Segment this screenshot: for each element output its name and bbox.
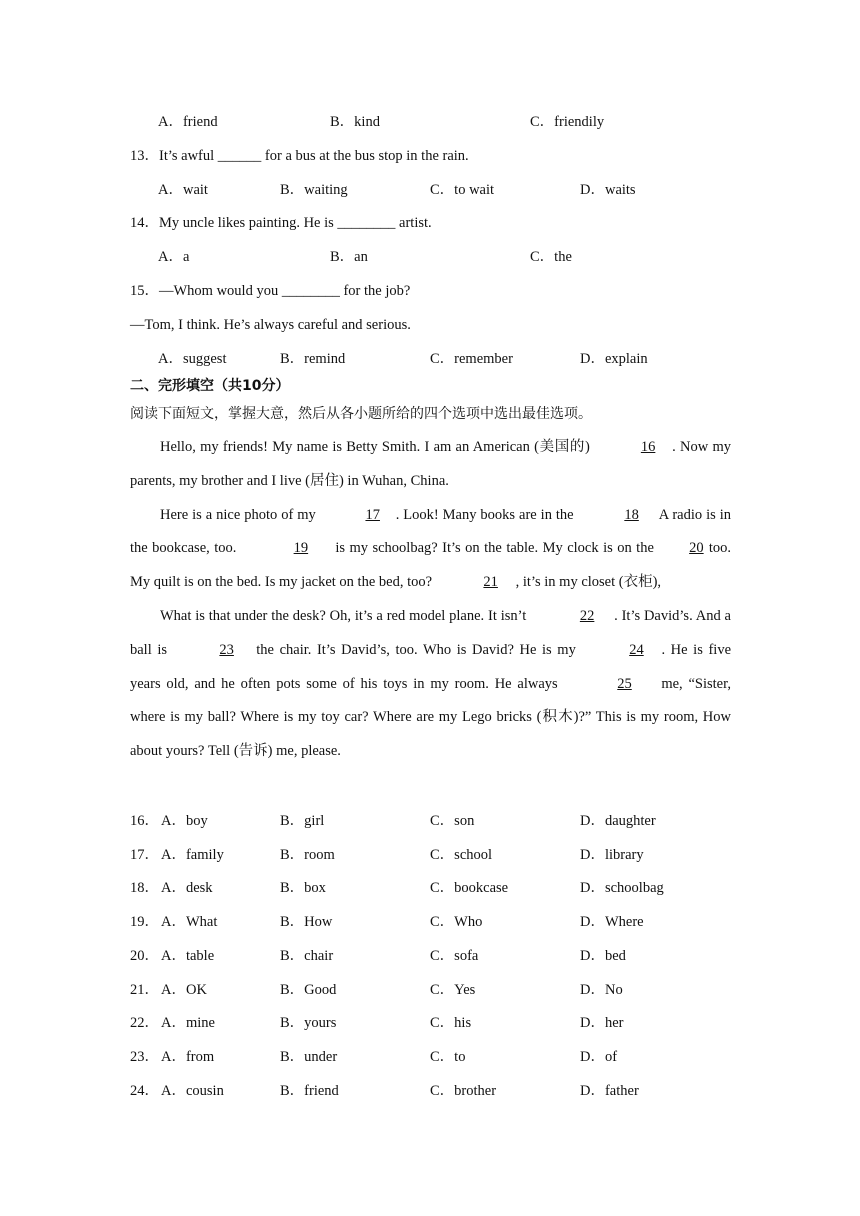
option-d: D．schoolbag	[580, 880, 664, 896]
blank-16: 16	[640, 439, 656, 455]
option-a: A．boy	[161, 813, 208, 829]
question-number: 22．	[130, 1015, 159, 1031]
q12-option-a: A．friend	[158, 114, 218, 130]
q14-option-c: C．the	[530, 249, 572, 265]
q13-stem: 13．It’s awful ______ for a bus at the bus stop in the rain.	[130, 148, 469, 164]
option-c: C．son	[430, 813, 475, 829]
option-d: D．father	[580, 1083, 639, 1099]
blank-21: 21	[483, 574, 498, 591]
blank-18: 18	[624, 506, 639, 523]
option-b: B．Good	[280, 982, 337, 998]
blank-22: 22	[579, 607, 595, 624]
option-a: A．cousin	[161, 1083, 224, 1099]
q15-reply: —Tom, I think. He’s always careful and serious.	[130, 317, 411, 333]
q15-option-d: D．explain	[580, 351, 648, 367]
question-number: 23．	[130, 1049, 159, 1065]
passage-paragraph-3: What is that under the desk? Oh, it’s a red model plane. It isn’t 22 . It’s David’s. And a ball is 23 the chair. It’s David’s, too. Who is David? He is my 24 . He is five years old, and he often pots some of his toys in my room. He always 25 me, “Sister, where is my ball? Where is my toy car? Where are my Lego bricks (积木)?” This is my room, How about yours? Tell (告诉) me, please.	[130, 600, 731, 769]
q15-stem: 15．—Whom would you ________ for the job?	[130, 283, 411, 299]
option-c: C．Who	[430, 914, 483, 930]
q14-stem: 14．My uncle likes painting. He is ________ artist.	[130, 215, 432, 231]
option-c: C．his	[430, 1015, 472, 1031]
option-a: A．table	[161, 948, 215, 964]
option-b: B．girl	[280, 813, 325, 829]
q14-option-a: A．a	[158, 249, 190, 265]
option-a: A．What	[161, 914, 218, 930]
q13-option-d: D．waits	[580, 182, 636, 198]
blank-17: 17	[365, 506, 380, 523]
question-number: 21．	[130, 982, 159, 998]
option-c: C．brother	[430, 1083, 497, 1099]
question-number: 18．	[130, 880, 159, 896]
q12-option-c: C．friendily	[530, 114, 605, 130]
passage-paragraph-1: Hello, my friends! My name is Betty Smith. I am an American (美国的) 16 . Now my parents, my brother and I live (居住) in Wuhan, China.	[130, 431, 731, 499]
blank-25: 25	[617, 675, 632, 692]
question-number: 17．	[130, 847, 159, 863]
option-c: C．sofa	[430, 948, 479, 964]
q13-option-b: B．waiting	[280, 182, 348, 198]
q13-option-a: A．wait	[158, 182, 208, 198]
q13-option-c: C．to wait	[430, 182, 495, 198]
option-d: D．No	[580, 982, 623, 998]
question-number: 24．	[130, 1083, 159, 1099]
option-a: A．OK	[161, 982, 207, 998]
option-d: D．her	[580, 1015, 624, 1031]
option-c: C．bookcase	[430, 880, 509, 896]
option-a: A．from	[161, 1049, 215, 1065]
q12-option-b: B．kind	[330, 114, 380, 130]
option-b: B．friend	[280, 1083, 339, 1099]
passage-paragraph-2: Here is a nice photo of my 17 . Look! Many books are in the 18 A radio is in the bookcase, too. 19 is my schoolbag? It’s on the table. My clock is on the 20 too. My quilt is on the bed. Is my jacket on the bed, too? 21 , it’s in my closet (衣柜),	[130, 499, 731, 600]
option-a: A．mine	[161, 1015, 215, 1031]
q15-option-b: B．remind	[280, 351, 346, 367]
q14-option-b: B．an	[330, 249, 368, 265]
option-b: B．room	[280, 847, 335, 863]
option-b: B．box	[280, 880, 326, 896]
option-c: C．Yes	[430, 982, 476, 998]
option-a: A．desk	[161, 880, 213, 896]
option-b: B．How	[280, 914, 333, 930]
option-d: D．of	[580, 1049, 618, 1065]
option-b: B．under	[280, 1049, 338, 1065]
question-number: 16．	[130, 813, 159, 829]
section-2-title: 二、完形填空（共10分）	[130, 378, 290, 394]
blank-24: 24	[629, 641, 644, 658]
option-b: B．yours	[280, 1015, 337, 1031]
blank-20: 20	[689, 540, 704, 557]
option-c: C．school	[430, 847, 493, 863]
q15-option-c: C．remember	[430, 351, 513, 367]
option-a: A．family	[161, 847, 224, 863]
option-b: B．chair	[280, 948, 334, 964]
passage	[130, 431, 731, 769]
option-d: D．bed	[580, 948, 626, 964]
question-number: 20．	[130, 948, 159, 964]
option-d: D．library	[580, 847, 644, 863]
option-d: D．daughter	[580, 813, 656, 829]
blank-23: 23	[219, 641, 234, 658]
q15-option-a: A．suggest	[158, 351, 227, 367]
option-c: C．to	[430, 1049, 466, 1065]
option-d: D．Where	[580, 914, 644, 930]
section-2-instruction: 阅读下面短文，掌握大意，然后从各小题所给的四个选项中选出最佳选项。	[130, 406, 592, 422]
blank-19: 19	[293, 540, 309, 557]
question-number: 19．	[130, 914, 159, 930]
